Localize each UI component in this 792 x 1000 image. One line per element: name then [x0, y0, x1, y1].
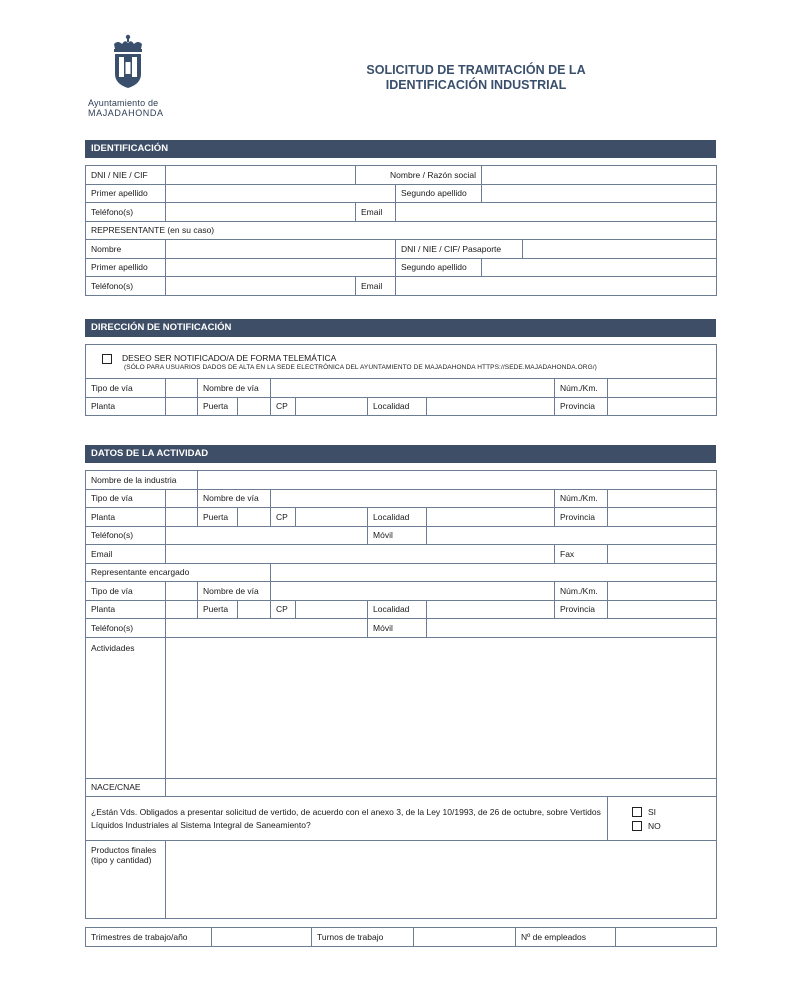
rep-segundo-apellido-label: Segundo apellido — [396, 258, 482, 277]
act-telefono-label: Teléfono(s) — [86, 526, 166, 545]
actividades-label: Actividades — [86, 637, 166, 778]
act-nombre-via-label: Nombre de vía — [198, 489, 271, 508]
act-telefono-field[interactable] — [166, 526, 368, 545]
notif-num-field[interactable] — [608, 379, 717, 398]
no-checkbox[interactable] — [632, 821, 642, 831]
act-movil-label: Móvil — [368, 526, 427, 545]
email-label: Email — [356, 203, 396, 222]
rep-telefono-field[interactable] — [166, 277, 356, 296]
act-provincia-field[interactable] — [608, 508, 717, 527]
rep-movil-label: Móvil — [368, 619, 427, 638]
turnos-label: Turnos de trabajo — [312, 928, 414, 947]
notif-nombre-via-field[interactable] — [271, 379, 555, 398]
act-fax-field[interactable] — [608, 545, 717, 564]
productos-label: Productos finales (tipo y cantidad) — [86, 841, 166, 919]
rep-planta-field[interactable] — [166, 600, 198, 619]
act-nombre-via-field[interactable] — [271, 489, 555, 508]
title-line-1: SOLICITUD DE TRAMITACIÓN DE LA — [366, 63, 586, 77]
notif-localidad-label: Localidad — [368, 397, 427, 416]
title-line-2: IDENTIFICACIÓN INDUSTRIAL — [385, 78, 567, 92]
rep-primer-apellido-label: Primer apellido — [86, 258, 166, 277]
trimestres-label: Trimestres de trabajo/año — [86, 928, 212, 947]
act-num-field[interactable] — [608, 489, 717, 508]
section-identificacion-header: IDENTIFICACIÓN — [85, 140, 716, 158]
actividades-field[interactable] — [166, 637, 717, 778]
act-planta-field[interactable] — [166, 508, 198, 527]
segundo-apellido-field[interactable] — [482, 184, 717, 203]
primer-apellido-field[interactable] — [166, 184, 396, 203]
act-tipo-via-field[interactable] — [166, 489, 198, 508]
rep-email-field[interactable] — [396, 277, 717, 296]
act-planta-label: Planta — [86, 508, 166, 527]
rep-telefono-label: Teléfono(s) — [86, 619, 166, 638]
vertido-si-option[interactable] — [632, 805, 711, 819]
notif-planta-field[interactable] — [166, 397, 198, 416]
rep-dni-field[interactable] — [523, 240, 717, 259]
act-localidad-label: Localidad — [368, 508, 427, 527]
notif-tipo-via-field[interactable] — [166, 379, 198, 398]
rep-localidad-label: Localidad — [368, 600, 427, 619]
rep-num-label: Núm./Km. — [555, 582, 608, 601]
notif-puerta-field[interactable] — [238, 397, 271, 416]
identificacion-table — [85, 165, 717, 296]
rep-telefono-label: Teléfono(s) — [86, 277, 166, 296]
nombre-industria-field[interactable] — [198, 471, 717, 490]
nombre-razon-field[interactable] — [482, 166, 717, 185]
rep-puerta-label: Puerta — [198, 600, 238, 619]
rep-provincia-field[interactable] — [608, 600, 717, 619]
notif-planta-label: Planta — [86, 397, 166, 416]
rep-nombre-via-field[interactable] — [271, 582, 555, 601]
dni-field[interactable] — [166, 166, 356, 185]
nombre-razon-label: Nombre / Razón social — [356, 166, 482, 185]
ayuntamiento-logo — [88, 34, 178, 124]
primer-apellido-label: Primer apellido — [86, 184, 166, 203]
rep-nombre-field[interactable] — [166, 240, 396, 259]
act-email-label: Email — [86, 545, 166, 564]
no-label: NO — [648, 820, 661, 831]
act-puerta-label: Puerta — [198, 508, 238, 527]
rep-cp-label: CP — [271, 600, 296, 619]
empleados-label: Nº de empleados — [516, 928, 616, 947]
nace-label: NACE/CNAE — [86, 778, 166, 797]
productos-field[interactable] — [166, 841, 717, 919]
rep-email-label: Email — [356, 277, 396, 296]
document-title — [296, 63, 656, 93]
org-line-2: MAJADAHONDA — [88, 108, 164, 118]
act-fax-label: Fax — [555, 545, 608, 564]
email-field[interactable] — [396, 203, 717, 222]
telematica-note: (SÓLO PARA USUARIOS DADOS DE ALTA EN LA SEDE ELECTRÓNICA DEL AYUNTAMIENTO DE MAJADAHONDA HTTPS://SEDE.MAJADAHONDA.ORG/) — [124, 364, 597, 371]
notif-cp-label: CP — [271, 397, 296, 416]
nombre-industria-label: Nombre de la industria — [86, 471, 198, 490]
si-label: SI — [648, 806, 657, 817]
telematica-checkbox[interactable] — [102, 354, 112, 364]
telematica-row — [86, 345, 717, 379]
rep-planta-label: Planta — [86, 600, 166, 619]
empleados-field[interactable] — [616, 928, 717, 947]
si-checkbox[interactable] — [632, 807, 642, 817]
trabajo-table — [85, 927, 717, 947]
notif-cp-field[interactable] — [296, 397, 368, 416]
notif-puerta-label: Puerta — [198, 397, 238, 416]
rep-tipo-via-field[interactable] — [166, 582, 198, 601]
org-line-1: Ayuntamiento de — [88, 98, 159, 108]
telematica-label: DESEO SER NOTIFICADO/A DE FORMA TELEMÁTICA — [122, 353, 337, 363]
trimestres-field[interactable] — [212, 928, 312, 947]
act-localidad-field[interactable] — [427, 508, 555, 527]
notif-provincia-label: Provincia — [555, 397, 608, 416]
dni-label: DNI / NIE / CIF — [86, 166, 166, 185]
vertido-options — [608, 797, 717, 841]
actividad-table — [85, 470, 717, 919]
notif-num-label: Núm./Km. — [555, 379, 608, 398]
representante-heading: REPRESENTANTE (en su caso) — [86, 221, 717, 240]
section-notificacion-header: DIRECCIÓN DE NOTIFICACIÓN — [85, 319, 716, 337]
organization-name — [88, 98, 164, 118]
notif-nombre-via-label: Nombre de vía — [198, 379, 271, 398]
vertido-question: ¿Están Vds. Obligados a presentar solicitud de vertido, de acuerdo con el anexo 3, de la Ley 10/1993, de 26 de octubre, sobre Vertidos Líquidos Industriales al Sistema Integral de Saneamiento? — [86, 797, 608, 841]
act-puerta-field[interactable] — [238, 508, 271, 527]
section-actividad-header: DATOS DE LA ACTIVIDAD — [85, 445, 716, 463]
notif-provincia-field[interactable] — [608, 397, 717, 416]
nace-field[interactable] — [166, 778, 717, 797]
act-movil-field[interactable] — [427, 526, 717, 545]
turnos-field[interactable] — [414, 928, 516, 947]
notificacion-table — [85, 344, 717, 416]
rep-provincia-label: Provincia — [555, 600, 608, 619]
rep-nombre-via-label: Nombre de vía — [198, 582, 271, 601]
rep-dni-label: DNI / NIE / CIF/ Pasaporte — [396, 240, 523, 259]
representante-encargado-field[interactable] — [271, 563, 717, 582]
notif-tipo-via-label: Tipo de vía — [86, 379, 166, 398]
rep-nombre-label: Nombre — [86, 240, 166, 259]
rep-segundo-apellido-field[interactable] — [482, 258, 717, 277]
rep-puerta-field[interactable] — [238, 600, 271, 619]
rep-cp-field[interactable] — [296, 600, 368, 619]
rep-localidad-field[interactable] — [427, 600, 555, 619]
act-tipo-via-label: Tipo de vía — [86, 489, 166, 508]
notif-localidad-field[interactable] — [427, 397, 555, 416]
rep-primer-apellido-field[interactable] — [166, 258, 396, 277]
rep-tipo-via-label: Tipo de vía — [86, 582, 166, 601]
segundo-apellido-label: Segundo apellido — [396, 184, 482, 203]
rep-movil-field[interactable] — [427, 619, 717, 638]
telefono-field[interactable] — [166, 203, 356, 222]
rep-telefono-field[interactable] — [166, 619, 368, 638]
rep-num-field[interactable] — [608, 582, 717, 601]
telefono-label: Teléfono(s) — [86, 203, 166, 222]
majadahonda-crest-icon — [108, 34, 148, 90]
vertido-no-option[interactable] — [632, 819, 711, 833]
act-cp-label: CP — [271, 508, 296, 527]
act-cp-field[interactable] — [296, 508, 368, 527]
act-provincia-label: Provincia — [555, 508, 608, 527]
representante-encargado-label: Representante encargado — [86, 563, 271, 582]
act-num-label: Núm./Km. — [555, 489, 608, 508]
act-email-field[interactable] — [166, 545, 555, 564]
